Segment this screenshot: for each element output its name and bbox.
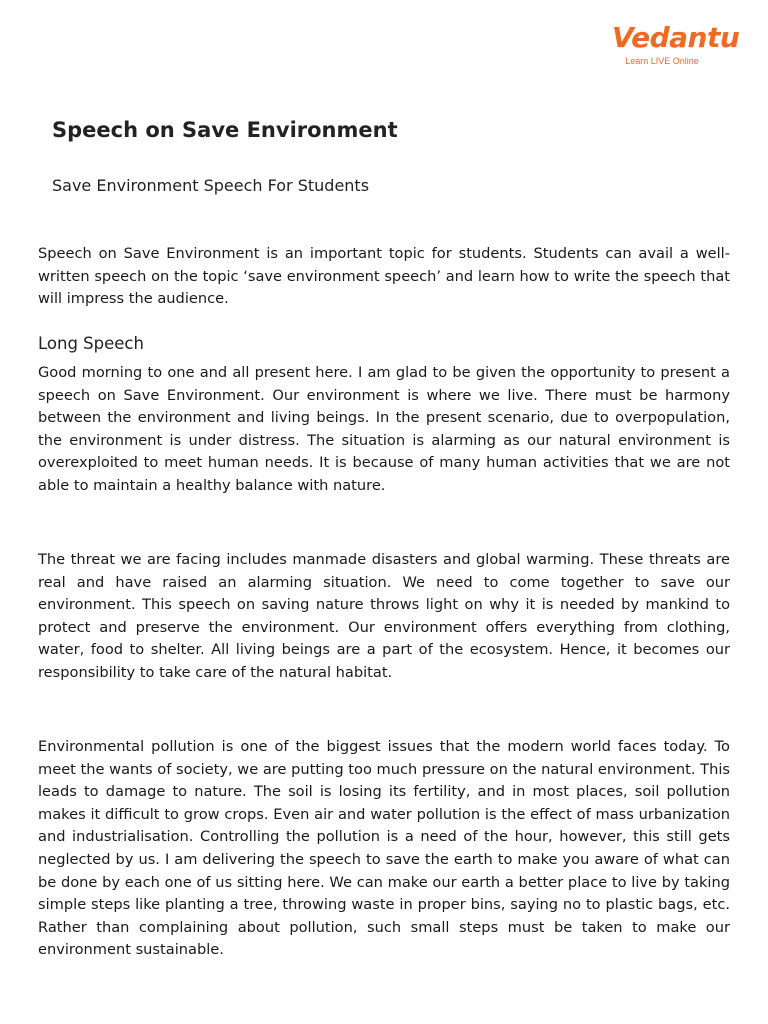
- speech-paragraph: Environmental pollution is one of the biggest issues that the modern world faces today. To meet the wants of society, we are putting too much pressure on the natural environment. This leads to damage to nature. The soil is losing its fertility, and in most places, soil pollution makes it difficult to grow crops. Even air and water pollution is the effect of mass urbanization and industrialisation. Controlling the pollution is a need of the hour, however, this still gets neglected by us. I am delivering the speech to save the earth to make you aware of what can be done by each one of us sitting here. We can make our earth a better place to live by taking simple steps like planting a tree, throwing waste in proper bins, saying no to plastic bags, etc. Rather than complaining about pollution, such small steps must be taken to make our environment sustainable.: [38, 738, 730, 959]
- speech-paragraph: Good morning to one and all present here. I am glad to be given the opportunity to present a speech on Save Environment. Our environment is where we live. There must be harmony between the environment and living beings. In the present scenario, due to overpopulation, the environment is under distress. The situation is alarming as our natural environment is overexploited to meet human needs. It is because of many human activities that we are not able to maintain a healthy balance with nature.: [38, 364, 730, 494]
- document-title: Speech on Save Environment: [52, 118, 398, 142]
- document-subtitle: Save Environment Speech For Students: [52, 176, 370, 195]
- intro-paragraph: Speech on Save Environment is an important topic for students. Students can avail a well-written speech on the topic ‘save environment speech’ and learn how to write the speech that will impress the audience.: [38, 245, 730, 308]
- speech-paragraph: The threat we are facing includes manmade disasters and global warming. These threats are real and have raised an alarming situation. We need to come together to save our environment. This speech on saving nature throws light on why it is needed by mankind to protect and preserve the environment. Our environment offers everything from clothing, water, food to shelter. All living beings are a part of the ecosystem. Hence, it becomes our responsibility to take care of the natural habitat.: [38, 551, 730, 681]
- brand-logo: [612, 21, 740, 66]
- section-heading-long-speech: Long Speech: [38, 334, 144, 353]
- brand-name: Vedantu: [612, 21, 740, 54]
- brand-tagline: Learn LIVE Online: [625, 56, 699, 66]
